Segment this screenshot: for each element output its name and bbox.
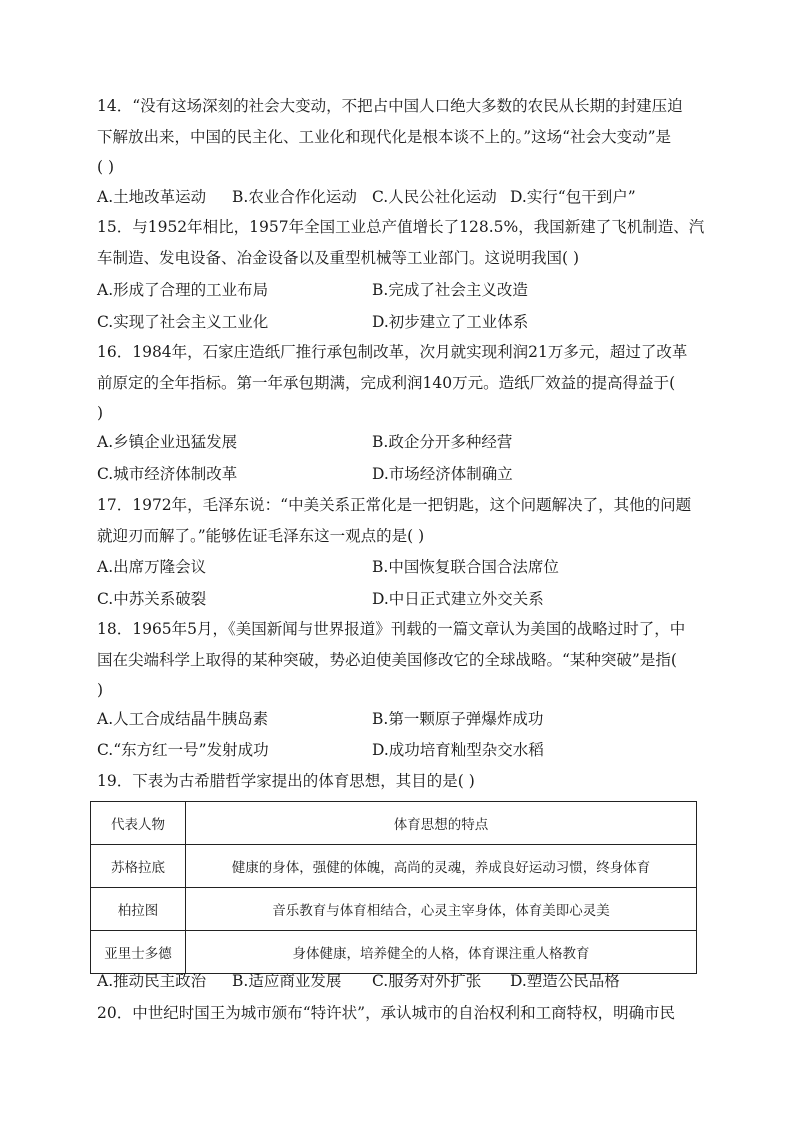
q17-line-1: 17．1972年，毛泽东说：“中美关系正常化是一把钥匙，这个问题解决了，其他的问题 [97, 496, 692, 514]
q19-option-d: D.塑造公民品格 [510, 972, 620, 990]
table-cell-feature: 健康的身体，强健的体魄，高尚的灵魂，养成良好运动习惯，终身体育 [186, 845, 697, 888]
q18-line-2: 国在尖端科学上取得的某种突破，势必迫使美国修改它的全球战略。“某种突破”是指( [97, 651, 677, 669]
table-row [91, 845, 697, 888]
q15-option-b: B.完成了社会主义改造 [372, 281, 528, 299]
q16-line-2: 前原定的全年指标。第一年承包期满，完成利润140万元。造纸厂效益的提高得益于( [97, 374, 676, 392]
q15-line-1: 15．与1952年相比，1957年全国工业总产值增长了128.5%，我国新建了飞机制造、汽 [97, 218, 705, 236]
q16-option-c: C.城市经济体制改革 [97, 465, 238, 483]
table-cell-person: 柏拉图 [91, 888, 186, 931]
q14-option-d: D.实行“包干到户” [510, 188, 636, 206]
q14-line-2: 下解放出来，中国的民主化、工业化和现代化是根本谈不上的。”这场“社会大变动”是 [97, 128, 672, 146]
table-header-row [91, 802, 697, 845]
table-row [91, 931, 697, 974]
q19-option-c: C.服务对外扩张 [372, 972, 482, 990]
q18-option-d: D.成功培育籼型杂交水稻 [372, 741, 544, 759]
q18-option-a: A.人工合成结晶牛胰岛素 [97, 710, 269, 728]
q16-option-d: D.市场经济体制确立 [372, 465, 513, 483]
table-header-cell: 体育思想的特点 [186, 802, 697, 845]
q19-line-1: 19．下表为古希腊哲学家提出的体育思想，其目的是( ) [97, 772, 475, 790]
q16-line-1: 16．1984年，石家庄造纸厂推行承包制改革，次月就实现利润21万多元，超过了改革 [97, 343, 688, 361]
q18-line-1: 18．1965年5月，《美国新闻与世界报道》刊载的一篇文章认为美国的战略过时了，中 [97, 620, 686, 638]
q19-option-a: A.推动民主政治 [97, 972, 207, 990]
q16-option-b: B.政企分开多种经营 [372, 433, 513, 451]
q18-line-3: ) [97, 681, 104, 699]
q14-option-a: A.土地改革运动 [97, 188, 207, 206]
q16-option-a: A.乡镇企业迅猛发展 [97, 433, 238, 451]
q19-option-b: B.适应商业发展 [232, 972, 342, 990]
q18-option-c: C.“东方红一号”发射成功 [97, 741, 269, 759]
q14-line-3: ( ) [97, 158, 115, 176]
q17-option-d: D.中日正式建立外交关系 [372, 590, 544, 608]
philosophy-table [90, 801, 697, 974]
q16-line-3: ) [97, 404, 104, 422]
table-cell-feature: 音乐教育与体育相结合，心灵主宰身体，体育美即心灵美 [186, 888, 697, 931]
q15-option-d: D.初步建立了工业体系 [372, 313, 529, 331]
q17-option-c: C.中苏关系破裂 [97, 590, 207, 608]
table-cell-person: 亚里士多德 [91, 931, 186, 974]
q15-line-2: 车制造、发电设备、冶金设备以及重型机械等工业部门。这说明我国( ) [97, 249, 580, 267]
table-cell-feature: 身体健康，培养健全的人格，体育课注重人格教育 [186, 931, 697, 974]
q17-option-a: A.出席万隆会议 [97, 558, 207, 576]
q20-line-1: 20．中世纪时国王为城市颁布“特许状”，承认城市的自治权利和工商特权，明确市民 [97, 1004, 676, 1022]
table-row [91, 888, 697, 931]
q15-option-c: C.实现了社会主义工业化 [97, 313, 269, 331]
q15-option-a: A.形成了合理的工业布局 [97, 281, 269, 299]
q14-option-c: C.人民公社化运动 [372, 188, 497, 206]
q18-option-b: B.第一颗原子弹爆炸成功 [372, 710, 544, 728]
table-header-cell: 代表人物 [91, 802, 186, 845]
q14-line-1: 14．“没有这场深刻的社会大变动，不把占中国人口绝大多数的农民从长期的封建压迫 [97, 97, 683, 115]
table-cell-person: 苏格拉底 [91, 845, 186, 888]
q17-line-2: 就迎刃而解了。”能够佐证毛泽东这一观点的是( ) [97, 527, 425, 545]
q14-option-b: B.农业合作化运动 [232, 188, 357, 206]
q17-option-b: B.中国恢复联合国合法席位 [372, 558, 559, 576]
